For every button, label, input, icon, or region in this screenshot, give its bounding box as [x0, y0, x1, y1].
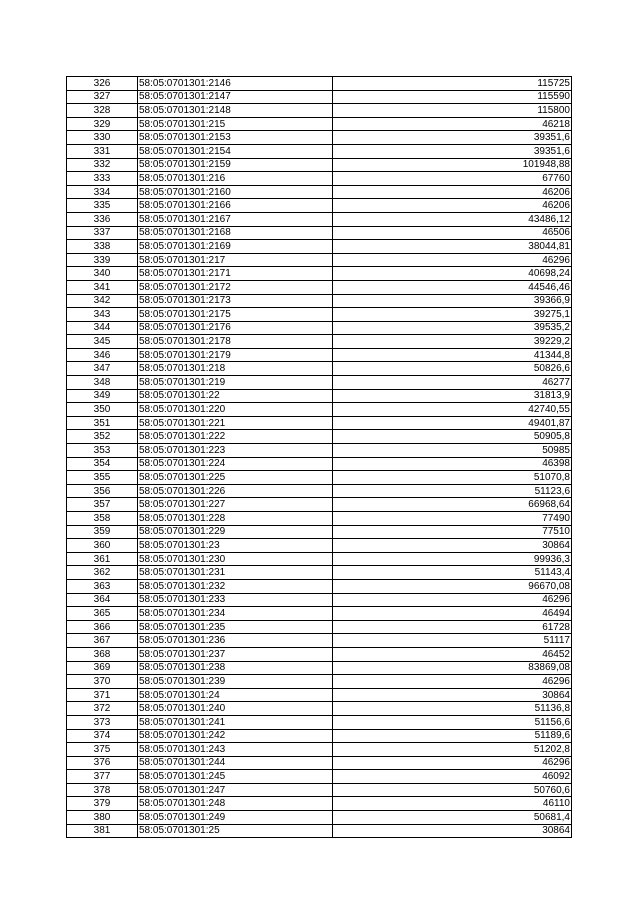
cadastral-number-cell: 58:05:0701301:249	[138, 811, 333, 825]
value-cell: 77510	[333, 525, 572, 539]
row-number-cell: 346	[67, 348, 138, 362]
table-row	[67, 552, 572, 566]
value-cell: 46296	[333, 593, 572, 607]
row-number-cell: 372	[67, 702, 138, 716]
table-row	[67, 267, 572, 281]
table-row	[67, 77, 572, 91]
value-cell: 50826,6	[333, 362, 572, 376]
row-number-cell: 366	[67, 620, 138, 634]
cadastral-number-cell: 58:05:0701301:235	[138, 620, 333, 634]
table-row	[67, 620, 572, 634]
cadastral-number-cell: 58:05:0701301:243	[138, 743, 333, 757]
cadastral-number-cell: 58:05:0701301:226	[138, 484, 333, 498]
value-cell: 51070,8	[333, 471, 572, 485]
row-number-cell: 329	[67, 117, 138, 131]
row-number-cell: 332	[67, 158, 138, 172]
table-row	[67, 702, 572, 716]
table-row	[67, 647, 572, 661]
cadastral-number-cell: 58:05:0701301:215	[138, 117, 333, 131]
row-number-cell: 337	[67, 226, 138, 240]
row-number-cell: 339	[67, 253, 138, 267]
row-number-cell: 373	[67, 715, 138, 729]
table-row	[67, 811, 572, 825]
value-cell: 41344,8	[333, 348, 572, 362]
table-row	[67, 131, 572, 145]
value-cell: 46452	[333, 647, 572, 661]
table-row	[67, 280, 572, 294]
cadastral-number-cell: 58:05:0701301:24	[138, 688, 333, 702]
value-cell: 115800	[333, 104, 572, 118]
value-cell: 46277	[333, 376, 572, 390]
row-number-cell: 376	[67, 756, 138, 770]
row-number-cell: 371	[67, 688, 138, 702]
table-row	[67, 253, 572, 267]
cadastral-number-cell: 58:05:0701301:244	[138, 756, 333, 770]
cadastral-number-cell: 58:05:0701301:228	[138, 512, 333, 526]
row-number-cell: 350	[67, 403, 138, 417]
value-cell: 46206	[333, 199, 572, 213]
value-cell: 99936,3	[333, 552, 572, 566]
cadastral-number-cell: 58:05:0701301:2166	[138, 199, 333, 213]
row-number-cell: 364	[67, 593, 138, 607]
table-row	[67, 593, 572, 607]
value-cell: 38044,81	[333, 240, 572, 254]
table-row	[67, 90, 572, 104]
cadastral-number-cell: 58:05:0701301:221	[138, 416, 333, 430]
cadastral-number-cell: 58:05:0701301:219	[138, 376, 333, 390]
value-cell: 39229,2	[333, 335, 572, 349]
value-cell: 50681,4	[333, 811, 572, 825]
table-row	[67, 321, 572, 335]
row-number-cell: 367	[67, 634, 138, 648]
row-number-cell: 342	[67, 294, 138, 308]
table-row	[67, 308, 572, 322]
table-row	[67, 104, 572, 118]
value-cell: 40698,24	[333, 267, 572, 281]
value-cell: 39366,9	[333, 294, 572, 308]
cadastral-number-cell: 58:05:0701301:2172	[138, 280, 333, 294]
table-row	[67, 294, 572, 308]
row-number-cell: 381	[67, 824, 138, 838]
value-cell: 50905,8	[333, 430, 572, 444]
value-cell: 39535,2	[333, 321, 572, 335]
value-cell: 101948,88	[333, 158, 572, 172]
table-row	[67, 688, 572, 702]
cadastral-number-cell: 58:05:0701301:2167	[138, 212, 333, 226]
row-number-cell: 370	[67, 675, 138, 689]
table-row	[67, 416, 572, 430]
row-number-cell: 344	[67, 321, 138, 335]
cadastral-number-cell: 58:05:0701301:220	[138, 403, 333, 417]
value-cell: 51143,4	[333, 566, 572, 580]
table-row	[67, 430, 572, 444]
value-cell: 46296	[333, 756, 572, 770]
row-number-cell: 349	[67, 389, 138, 403]
table-row	[67, 743, 572, 757]
table-row	[67, 539, 572, 553]
cadastral-number-cell: 58:05:0701301:2173	[138, 294, 333, 308]
cadastral-number-cell: 58:05:0701301:216	[138, 172, 333, 186]
cadastral-number-cell: 58:05:0701301:2148	[138, 104, 333, 118]
cadastral-number-cell: 58:05:0701301:245	[138, 770, 333, 784]
value-cell: 46296	[333, 675, 572, 689]
value-cell: 46206	[333, 185, 572, 199]
value-cell: 115590	[333, 90, 572, 104]
cadastral-number-cell: 58:05:0701301:231	[138, 566, 333, 580]
table-row	[67, 362, 572, 376]
value-cell: 39275,1	[333, 308, 572, 322]
row-number-cell: 355	[67, 471, 138, 485]
value-cell: 30864	[333, 824, 572, 838]
value-cell: 46494	[333, 607, 572, 621]
value-cell: 46110	[333, 797, 572, 811]
table-row	[67, 172, 572, 186]
cadastral-number-cell: 58:05:0701301:236	[138, 634, 333, 648]
row-number-cell: 380	[67, 811, 138, 825]
row-number-cell: 335	[67, 199, 138, 213]
cadastral-number-cell: 58:05:0701301:2169	[138, 240, 333, 254]
cadastral-number-cell: 58:05:0701301:223	[138, 444, 333, 458]
table-row	[67, 756, 572, 770]
value-cell: 31813,9	[333, 389, 572, 403]
table-row	[67, 226, 572, 240]
row-number-cell: 377	[67, 770, 138, 784]
value-cell: 30864	[333, 688, 572, 702]
table-row	[67, 117, 572, 131]
row-number-cell: 326	[67, 77, 138, 91]
table-row	[67, 525, 572, 539]
table-row	[67, 389, 572, 403]
cadastral-number-cell: 58:05:0701301:2179	[138, 348, 333, 362]
row-number-cell: 338	[67, 240, 138, 254]
row-number-cell: 330	[67, 131, 138, 145]
cadastral-number-cell: 58:05:0701301:2168	[138, 226, 333, 240]
cadastral-number-cell: 58:05:0701301:222	[138, 430, 333, 444]
value-cell: 96670,08	[333, 579, 572, 593]
cadastral-number-cell: 58:05:0701301:247	[138, 783, 333, 797]
table-row	[67, 824, 572, 838]
row-number-cell: 340	[67, 267, 138, 281]
table-row	[67, 715, 572, 729]
row-number-cell: 343	[67, 308, 138, 322]
cadastral-number-cell: 58:05:0701301:2160	[138, 185, 333, 199]
row-number-cell: 374	[67, 729, 138, 743]
value-cell: 51136,8	[333, 702, 572, 716]
row-number-cell: 356	[67, 484, 138, 498]
value-cell: 83869,08	[333, 661, 572, 675]
table-row	[67, 579, 572, 593]
value-cell: 39351,6	[333, 131, 572, 145]
cadastral-number-cell: 58:05:0701301:229	[138, 525, 333, 539]
table-row	[67, 675, 572, 689]
row-number-cell: 363	[67, 579, 138, 593]
table-row	[67, 240, 572, 254]
cadastral-number-cell: 58:05:0701301:217	[138, 253, 333, 267]
table-body	[67, 77, 572, 838]
value-cell: 51189,6	[333, 729, 572, 743]
table-row	[67, 661, 572, 675]
row-number-cell: 369	[67, 661, 138, 675]
table-row	[67, 335, 572, 349]
row-number-cell: 361	[67, 552, 138, 566]
cadastral-number-cell: 58:05:0701301:218	[138, 362, 333, 376]
table-row	[67, 566, 572, 580]
cadastral-number-cell: 58:05:0701301:2146	[138, 77, 333, 91]
cadastral-number-cell: 58:05:0701301:224	[138, 457, 333, 471]
row-number-cell: 347	[67, 362, 138, 376]
row-number-cell: 379	[67, 797, 138, 811]
row-number-cell: 328	[67, 104, 138, 118]
row-number-cell: 378	[67, 783, 138, 797]
row-number-cell: 352	[67, 430, 138, 444]
value-cell: 61728	[333, 620, 572, 634]
row-number-cell: 354	[67, 457, 138, 471]
value-cell: 44546,46	[333, 280, 572, 294]
value-cell: 46092	[333, 770, 572, 784]
cadastral-number-cell: 58:05:0701301:239	[138, 675, 333, 689]
cadastral-number-cell: 58:05:0701301:2171	[138, 267, 333, 281]
value-cell: 49401,87	[333, 416, 572, 430]
row-number-cell: 353	[67, 444, 138, 458]
value-cell: 39351,6	[333, 144, 572, 158]
cadastral-number-cell: 58:05:0701301:2153	[138, 131, 333, 145]
row-number-cell: 365	[67, 607, 138, 621]
value-cell: 115725	[333, 77, 572, 91]
table-row	[67, 212, 572, 226]
table-row	[67, 444, 572, 458]
row-number-cell: 336	[67, 212, 138, 226]
value-cell: 46398	[333, 457, 572, 471]
row-number-cell: 345	[67, 335, 138, 349]
table-row	[67, 607, 572, 621]
value-cell: 77490	[333, 512, 572, 526]
row-number-cell: 368	[67, 647, 138, 661]
table-row	[67, 770, 572, 784]
value-cell: 50985	[333, 444, 572, 458]
cadastral-number-cell: 58:05:0701301:234	[138, 607, 333, 621]
row-number-cell: 358	[67, 512, 138, 526]
cadastral-number-cell: 58:05:0701301:2154	[138, 144, 333, 158]
value-cell: 51123,6	[333, 484, 572, 498]
cadastral-number-cell: 58:05:0701301:225	[138, 471, 333, 485]
value-cell: 66968,64	[333, 498, 572, 512]
value-cell: 51156,6	[333, 715, 572, 729]
cadastral-number-cell: 58:05:0701301:230	[138, 552, 333, 566]
cadastral-number-cell: 58:05:0701301:2176	[138, 321, 333, 335]
table-row	[67, 199, 572, 213]
cadastral-number-cell: 58:05:0701301:25	[138, 824, 333, 838]
table-row	[67, 158, 572, 172]
table-row	[67, 512, 572, 526]
row-number-cell: 331	[67, 144, 138, 158]
table-row	[67, 348, 572, 362]
row-number-cell: 360	[67, 539, 138, 553]
table-row	[67, 471, 572, 485]
cadastral-number-cell: 58:05:0701301:2178	[138, 335, 333, 349]
cadastral-number-cell: 58:05:0701301:2175	[138, 308, 333, 322]
row-number-cell: 359	[67, 525, 138, 539]
cadastral-number-cell: 58:05:0701301:22	[138, 389, 333, 403]
value-cell: 46296	[333, 253, 572, 267]
cadastral-number-cell: 58:05:0701301:237	[138, 647, 333, 661]
cadastral-number-cell: 58:05:0701301:238	[138, 661, 333, 675]
table-row	[67, 634, 572, 648]
value-cell: 51202,8	[333, 743, 572, 757]
table-row	[67, 797, 572, 811]
value-cell: 30864	[333, 539, 572, 553]
row-number-cell: 362	[67, 566, 138, 580]
cadastral-number-cell: 58:05:0701301:248	[138, 797, 333, 811]
cadastral-number-cell: 58:05:0701301:242	[138, 729, 333, 743]
cadastral-number-cell: 58:05:0701301:227	[138, 498, 333, 512]
row-number-cell: 375	[67, 743, 138, 757]
value-cell: 50760,6	[333, 783, 572, 797]
table-row	[67, 783, 572, 797]
row-number-cell: 333	[67, 172, 138, 186]
row-number-cell: 341	[67, 280, 138, 294]
data-table	[66, 76, 572, 838]
table-row	[67, 729, 572, 743]
table-row	[67, 457, 572, 471]
table-row	[67, 376, 572, 390]
row-number-cell: 348	[67, 376, 138, 390]
cadastral-number-cell: 58:05:0701301:241	[138, 715, 333, 729]
row-number-cell: 351	[67, 416, 138, 430]
value-cell: 43486,12	[333, 212, 572, 226]
row-number-cell: 327	[67, 90, 138, 104]
table-row	[67, 144, 572, 158]
cadastral-number-cell: 58:05:0701301:2147	[138, 90, 333, 104]
table-row	[67, 185, 572, 199]
cadastral-number-cell: 58:05:0701301:2159	[138, 158, 333, 172]
cadastral-number-cell: 58:05:0701301:240	[138, 702, 333, 716]
value-cell: 46218	[333, 117, 572, 131]
row-number-cell: 334	[67, 185, 138, 199]
cadastral-number-cell: 58:05:0701301:232	[138, 579, 333, 593]
cadastral-number-cell: 58:05:0701301:23	[138, 539, 333, 553]
table-row	[67, 403, 572, 417]
value-cell: 42740,55	[333, 403, 572, 417]
row-number-cell: 357	[67, 498, 138, 512]
value-cell: 67760	[333, 172, 572, 186]
table-row	[67, 484, 572, 498]
value-cell: 46506	[333, 226, 572, 240]
value-cell: 51117	[333, 634, 572, 648]
table-row	[67, 498, 572, 512]
cadastral-number-cell: 58:05:0701301:233	[138, 593, 333, 607]
